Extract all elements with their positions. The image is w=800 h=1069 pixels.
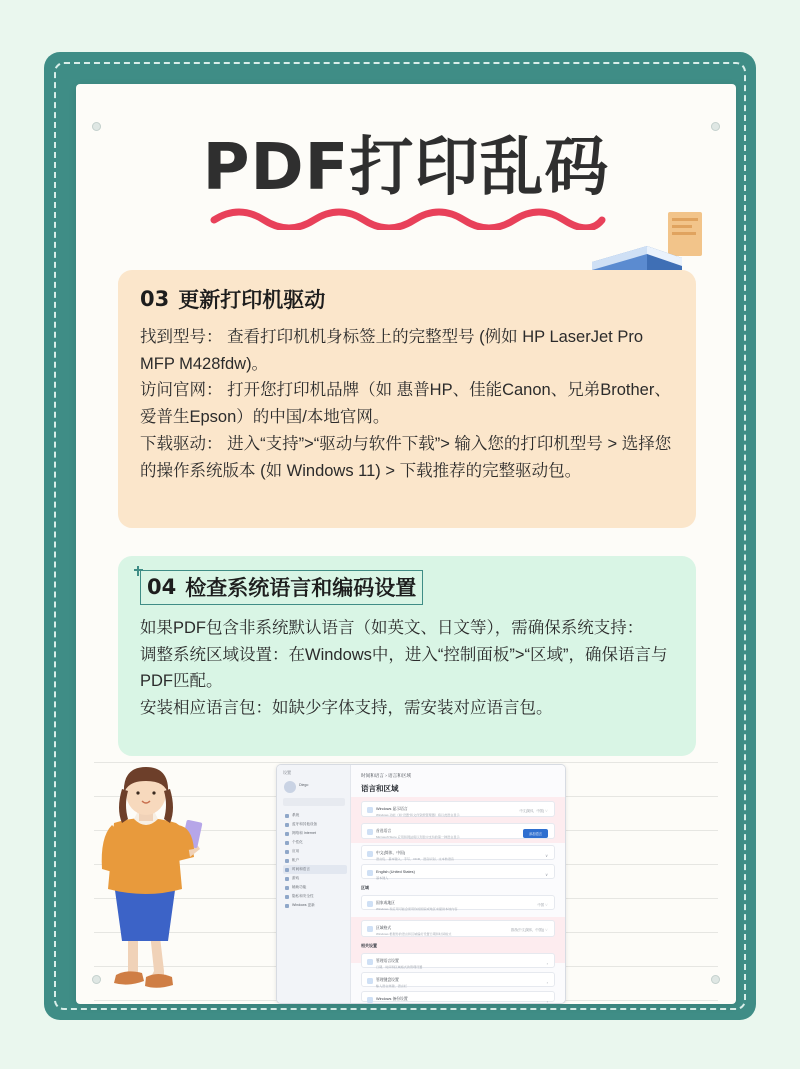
clock-icon (285, 868, 289, 872)
system-icon (285, 814, 289, 818)
section-04-number: 04 (147, 575, 177, 599)
sidebar-item-system[interactable]: 系统 (283, 811, 347, 820)
row-regional-format[interactable]: 区域格式 Windows 根据你的语言和区域偏好设置日期和时间格式 推荐(中文(简体，中国)) ∨ (361, 920, 555, 937)
section-04-para-2: 调整系统区域设置：在Windows中，进入“控制面板”>“区域”，确保语言与PDF匹配。 (140, 645, 668, 691)
section-03-para-3: 下载驱动： 进入“支持”>“驱动与软件下载”> 输入您的打印机型号 > 选择您的操作系统版本 (如 Windows 11) > 下载推荐的完整驱动包。 (140, 434, 672, 480)
section-03-heading (118, 270, 696, 314)
brush-icon (285, 841, 289, 845)
settings-sidebar (277, 765, 351, 1003)
chevron-down-icon[interactable]: ∨ (545, 853, 548, 858)
calendar-icon (367, 926, 373, 932)
sidebar-item-gaming[interactable]: 游戏 (283, 874, 347, 883)
settings-nav (283, 811, 347, 910)
page-heading: 语言和区域 (361, 784, 399, 793)
network-icon (285, 832, 289, 836)
settings-app-title: 设置 (283, 770, 291, 775)
chevron-right-icon[interactable]: › (546, 999, 548, 1004)
section-04-para-3: 安装相应语言包：如缺少字体支持，需安装对应语言包。 (140, 699, 553, 718)
section-title-related: 相关设置 (361, 943, 377, 948)
row-country-region[interactable]: 国家或地区 Windows 和应用可能会使用你的国家或地区来提供本地内容 中国 ∨ (361, 895, 555, 910)
language-icon (367, 829, 373, 835)
screw-icon (711, 122, 720, 131)
breadcrumb: 时间和语言 › 语言和区域 (361, 773, 412, 778)
flag-icon (367, 851, 373, 857)
sidebar-item-privacy[interactable]: 隐私和安全性 (283, 892, 347, 901)
gamepad-icon (285, 877, 289, 881)
row-preferred-languages[interactable]: 首选语言 Microsoft Store 应用和网站将以列表中支持的第一种语言显示 添加语言 (361, 823, 555, 839)
pin-icon (367, 901, 373, 907)
globe-icon (367, 807, 373, 813)
keyboard-icon (367, 978, 373, 984)
row-manage-keyboard-settings[interactable]: 管理键盘设置 输入语言热键、语言栏 › (361, 972, 555, 987)
squiggle-underline-icon (206, 206, 606, 230)
section-03-body (118, 314, 696, 484)
sidebar-item-bluetooth[interactable]: 蓝牙和其他设备 (283, 820, 347, 829)
user-name: Diego (299, 783, 309, 787)
section-03-title: 更新打印机驱动 (178, 288, 326, 312)
sidebar-item-personalization[interactable]: 个性化 (283, 838, 347, 847)
avatar (284, 781, 296, 793)
row-manage-language-settings[interactable]: 管理语言设置 日期、时间和区域格式的管理设置 › (361, 953, 555, 968)
sidebar-item-network[interactable]: 网络和 Internet (283, 829, 347, 838)
shield-icon (285, 895, 289, 899)
bluetooth-icon (285, 823, 289, 827)
sidebar-item-accessibility[interactable]: 辅助功能 (283, 883, 347, 892)
backup-icon (367, 997, 373, 1003)
chevron-down-icon[interactable]: ∨ (545, 872, 548, 877)
section-04-heading-box (140, 570, 423, 605)
section-04-title: 检查系统语言和编码设置 (185, 576, 417, 600)
girl-illustration-icon (84, 765, 214, 1000)
chevron-right-icon[interactable]: › (546, 980, 548, 985)
screw-icon (92, 122, 101, 131)
flag-icon (367, 870, 373, 876)
add-language-button[interactable]: 添加语言 (523, 829, 548, 838)
apps-icon (285, 850, 289, 854)
section-03-para-2: 访问官网： 打开您打印机品牌（如 惠普HP、佳能Canon、兄弟Brother、爱普生Epson）的中国/本地官网。 (140, 381, 671, 427)
search-input[interactable] (283, 798, 345, 806)
section-03 (118, 270, 696, 528)
sidebar-item-windows-update[interactable]: Windows 更新 (283, 901, 347, 910)
update-icon (285, 904, 289, 908)
settings-main (351, 765, 565, 1003)
accessibility-icon (285, 886, 289, 890)
section-04-body (118, 605, 696, 722)
row-chinese-simplified[interactable]: 中文(简体，中国) 语言包、基本键入、手写、OCR、语音识别、文本转语音 ∨ (361, 845, 555, 860)
row-english-us[interactable]: English (United States) 基本键入 ∨ (361, 864, 555, 879)
account-icon (285, 859, 289, 863)
poster-card (76, 84, 736, 1004)
chevron-right-icon[interactable]: › (546, 961, 548, 966)
windows-settings-screenshot (276, 764, 566, 1004)
section-title-region: 区域 (361, 885, 369, 890)
row-windows-backup-settings[interactable]: Windows 备份设置 › (361, 991, 555, 1002)
page-title: PDF打印乱码 (202, 131, 610, 205)
section-04-para-1: 如果PDF包含非系统默认语言（如英文、日文等），需确保系统支持： (140, 619, 644, 637)
sidebar-item-accounts[interactable]: 帐户 (283, 856, 347, 865)
section-03-number: 03 (140, 287, 170, 311)
gear-icon (367, 959, 373, 965)
section-04 (118, 556, 696, 756)
sidebar-item-apps[interactable]: 应用 (283, 847, 347, 856)
row-display-language[interactable]: Windows 显示语言 Windows 功能（如“设置”和文件资源管理器）将以此语言显示 中文(简体，中国) ∨ (361, 801, 555, 817)
section-04-heading (118, 556, 696, 605)
section-03-para-1: 找到型号： 查看打印机机身标签上的完整型号 (例如 HP LaserJet Pro MFP M428fdw)。 (140, 328, 644, 373)
sidebar-item-time-language[interactable]: 时间和语言 (283, 865, 347, 874)
